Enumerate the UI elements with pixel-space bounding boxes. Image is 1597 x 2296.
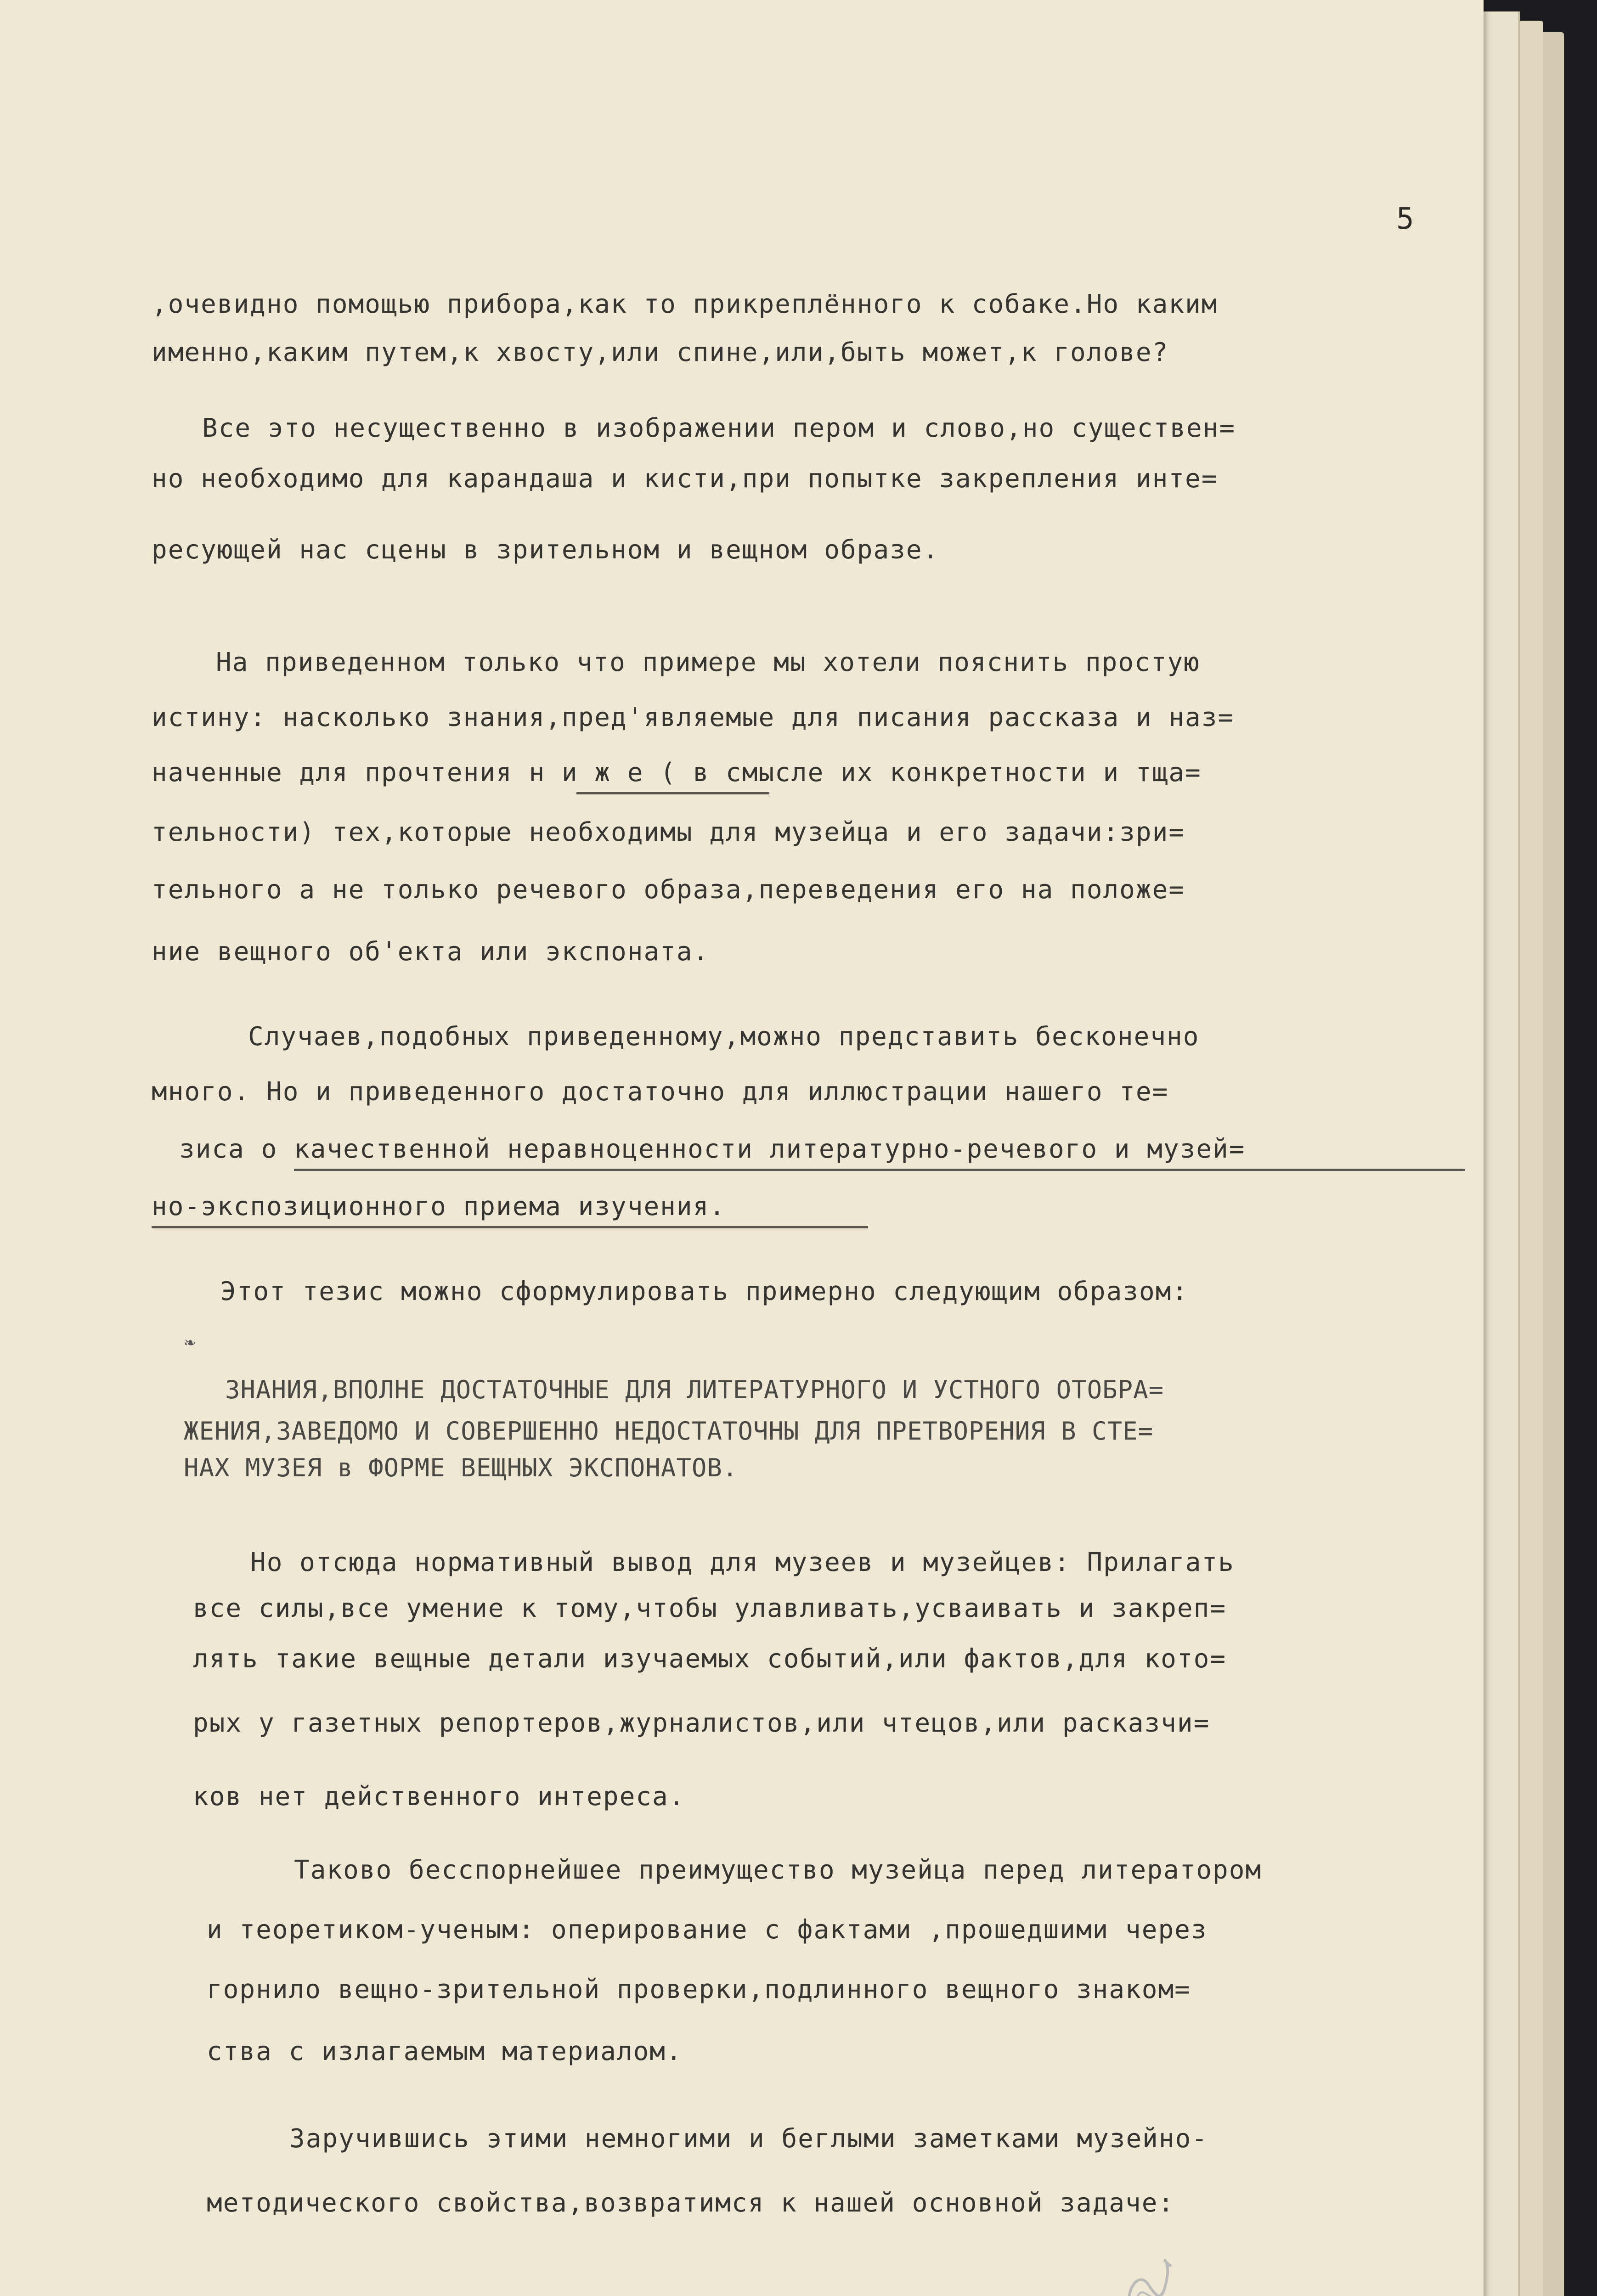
margin-mark: ❧ xyxy=(184,1334,196,1351)
page-number: 5 xyxy=(1396,202,1414,236)
text-line: Все это несущественно в изображении пером и слово,но существен= xyxy=(202,413,1236,443)
text-line: лять такие вещные детали изучаемых событий,или фактов,для кото= xyxy=(193,1644,1227,1674)
text-line: именно,каким путем,к хвосту,или спине,или,быть может,к голове? xyxy=(152,338,1169,367)
text-line: тельности) тех,которые необходимы для музейца и его задачи:зри= xyxy=(152,817,1185,847)
text-line: Этот тезис можно сформулировать примерно следующим образом: xyxy=(220,1277,1189,1306)
text-line: но-экспозиционного приема изучения. xyxy=(152,1192,726,1221)
text-line: и теоретиком-ученым: оперирование с фактами ,прошедшими через xyxy=(207,1915,1208,1945)
text-line: горнило вещно-зрительной проверки,подлинного вещного знаком= xyxy=(207,1975,1191,2004)
text-line: истину: насколько знания,пред'являемые для писания рассказа и наз= xyxy=(152,703,1235,732)
text-line: На приведенном только что примере мы хотели пояснить простую xyxy=(216,647,1200,677)
text-line: наченные для прочтения н и ж е ( в смысле их конкретности и тща= xyxy=(152,758,1202,788)
text-line: ние вещного об'екта или экспоната. xyxy=(152,937,710,967)
text-line: Заручившись этими немногими и беглыми заметками музейно- xyxy=(289,2124,1208,2154)
underline xyxy=(152,1226,868,1228)
emphasized-line: ЗНАНИЯ,ВПОЛНЕ ДОСТАТОЧНЫЕ ДЛЯ ЛИТЕРАТУРНОГО И УСТНОГО ОТОБРА= xyxy=(225,1375,1164,1404)
text-line: все силы,все умение к тому,чтобы улавливать,усваивать и закреп= xyxy=(193,1593,1227,1623)
underline xyxy=(576,792,769,794)
text-line: Но отсюда нормативный вывод для музеев и музейцев: Прилагать xyxy=(250,1548,1235,1577)
underline xyxy=(294,1169,1465,1171)
text-line: Таково бесспорнейшее преимущество музейца перед литератором xyxy=(294,1855,1262,1885)
text-line: ресующей нас сцены в зрительном и вещном образе. xyxy=(152,535,939,565)
text-line: ,очевидно помощью прибора,как то прикреплённого к собаке.Но каким xyxy=(152,289,1218,319)
emphasized-line: НАХ МУЗЕЯ в ФОРМЕ ВЕЩНЫХ ЭКСПОНАТОВ. xyxy=(184,1453,738,1482)
text-line: методического свойства,возвратимся к нашей основной задаче: xyxy=(207,2188,1175,2218)
handwritten-mark xyxy=(1121,2252,1180,2296)
text-line: ства с излагаемым материалом. xyxy=(207,2037,683,2066)
text-line: зиса о качественной неравноценности литературно-речевого и музей= xyxy=(179,1134,1246,1164)
text-line: ков нет действенного интереса. xyxy=(193,1782,685,1812)
text-line: тельного а не только речевого образа,переведения его на положе= xyxy=(152,875,1185,905)
text-line: много. Но и приведенного достаточно для иллюстрации нашего те= xyxy=(152,1077,1169,1107)
text-line: но необходимо для карандаша и кисти,при попытке закрепления инте= xyxy=(152,464,1218,494)
text-line: рых у газетных репортеров,журналистов,или чтецов,или расказчи= xyxy=(193,1708,1210,1738)
text-line: Случаев,подобных приведенному,можно представить бесконечно xyxy=(248,1022,1200,1052)
emphasized-line: ЖЕНИЯ,ЗАВЕДОМО И СОВЕРШЕННО НЕДОСТАТОЧНЫ ДЛЯ ПРЕТВОРЕНИЯ В СТЕ= xyxy=(184,1417,1154,1446)
